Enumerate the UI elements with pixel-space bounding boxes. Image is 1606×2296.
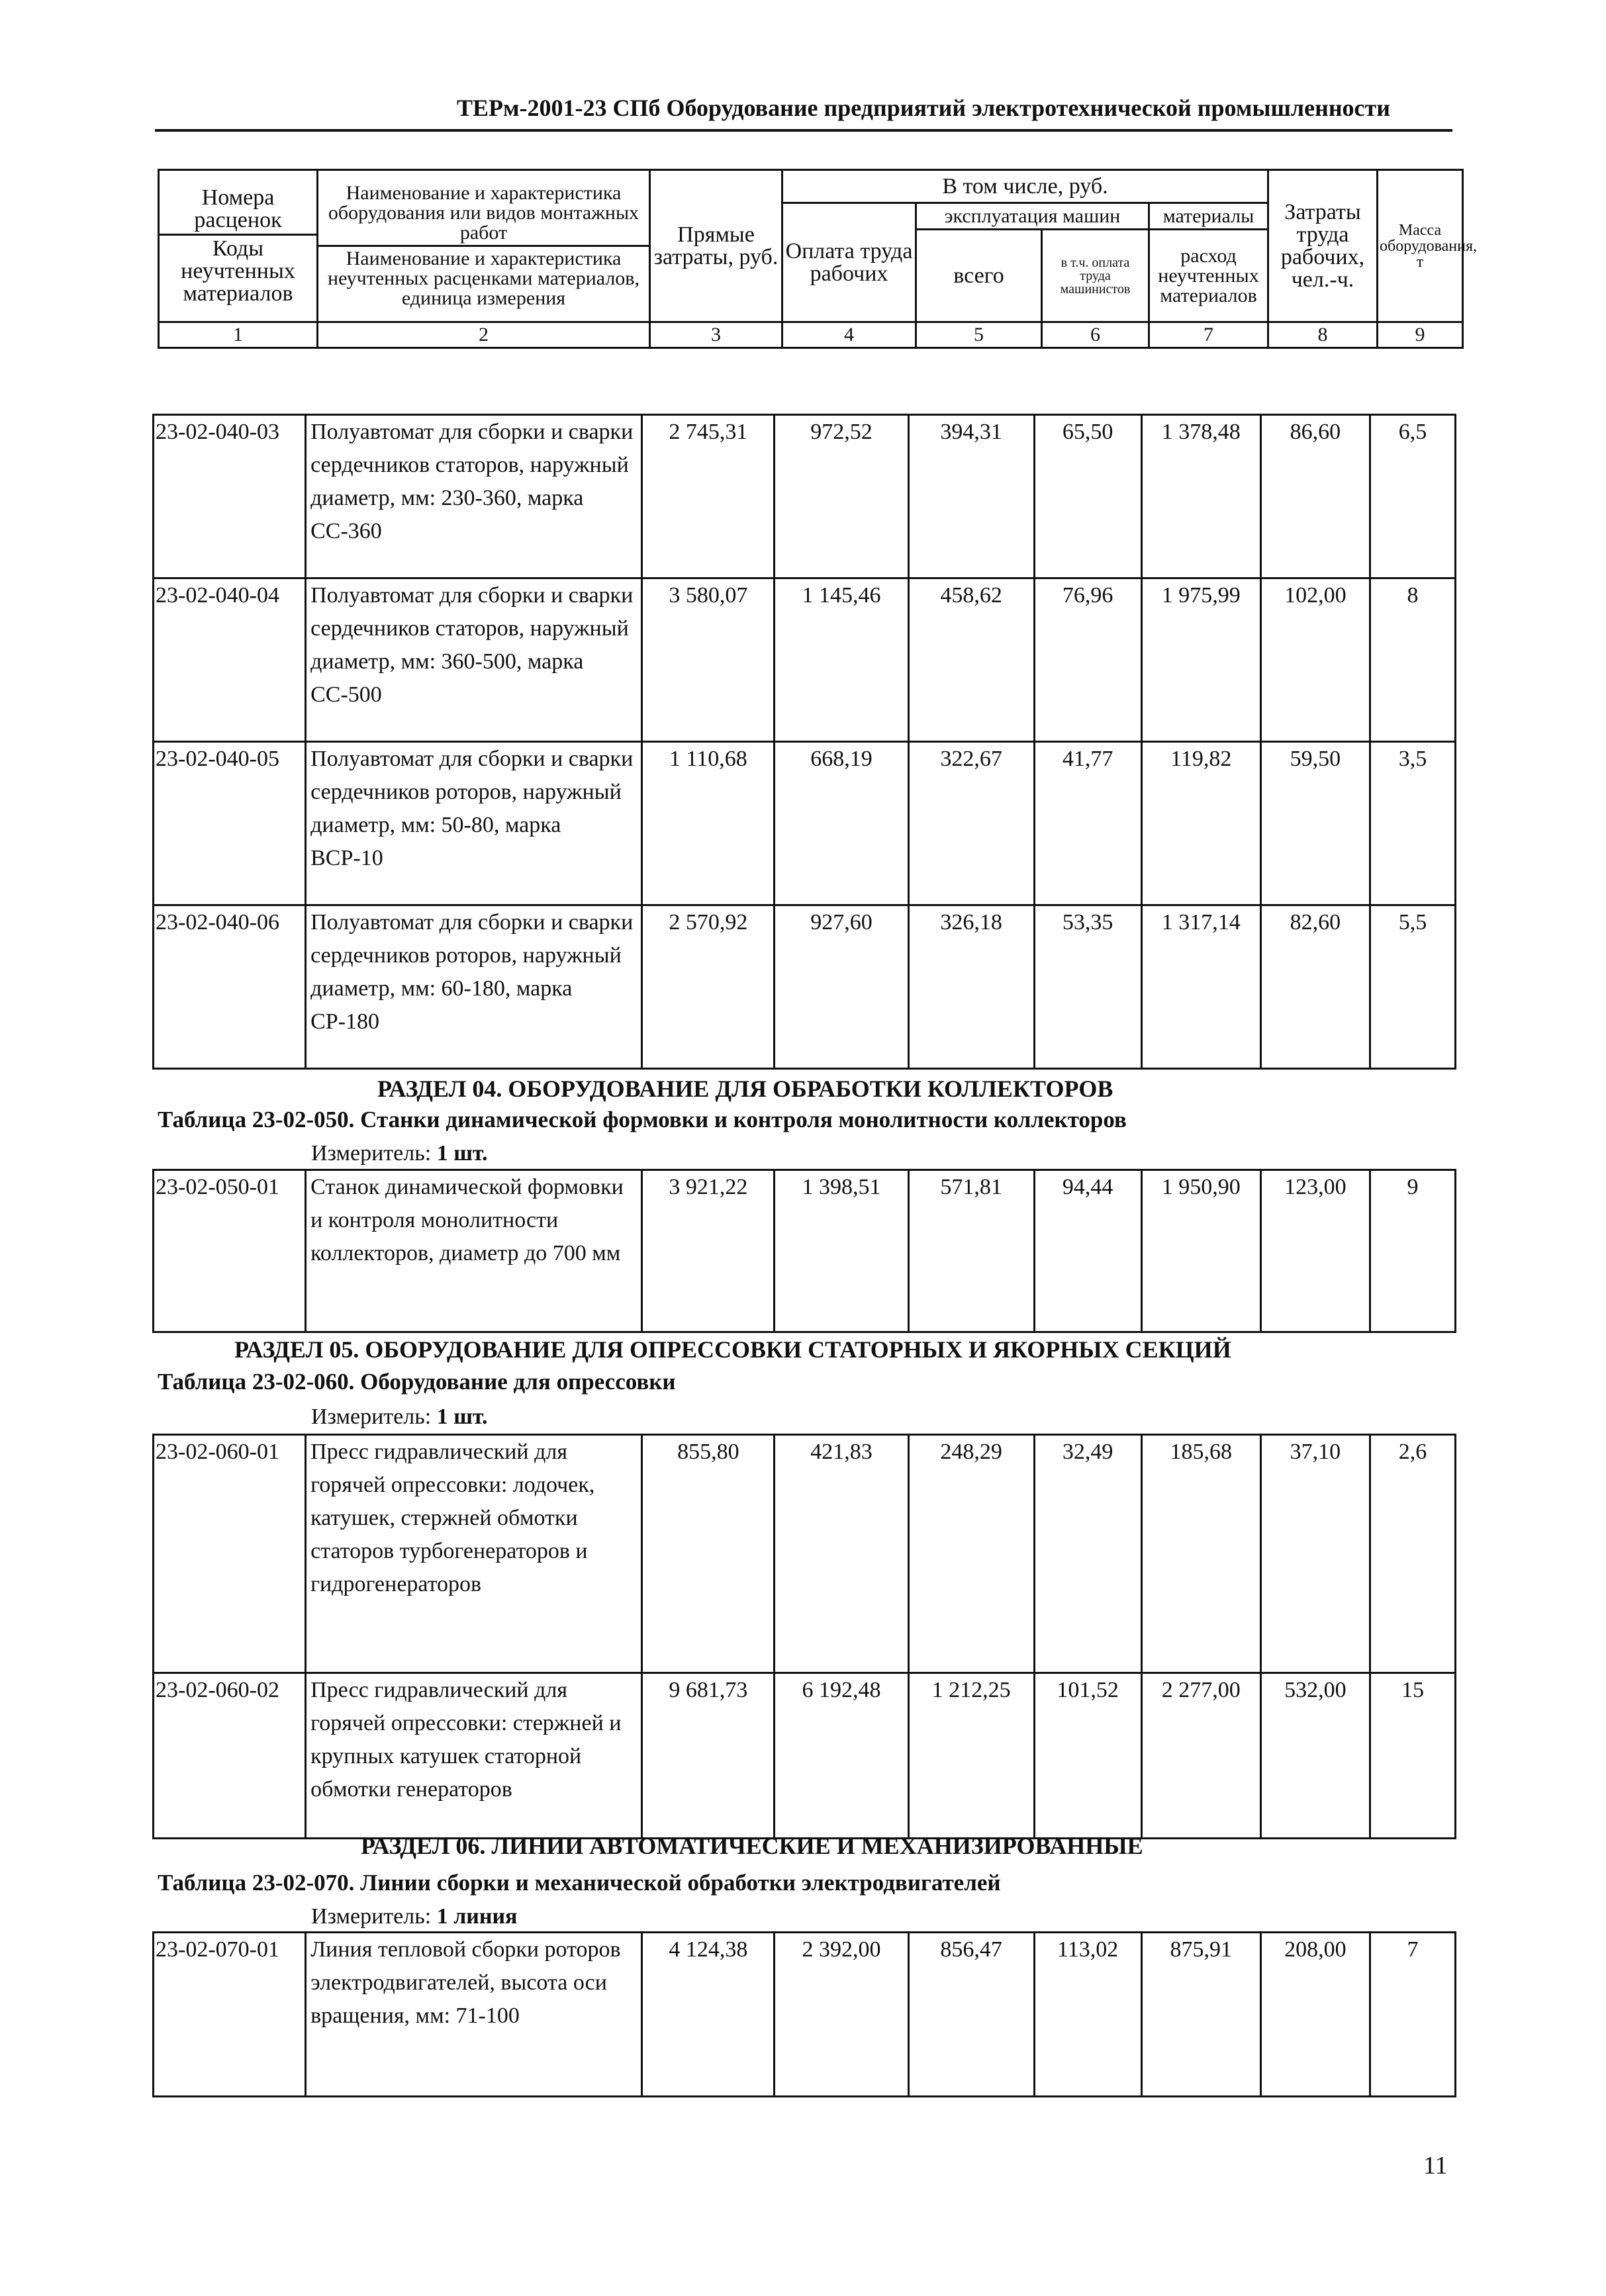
row-labor-hours: 532,00 — [1260, 1673, 1370, 1839]
row-machine-total: 571,81 — [908, 1170, 1034, 1332]
row-name: Полуавтомат для сборки и сварки сердечников статоров, наружный диаметр, мм: 230-360, марка СС-360 — [306, 415, 642, 578]
table-heading: Таблица 23-02-070. Линии сборки и механической обработки электродвигателей — [158, 1870, 1001, 1896]
row-name: Полуавтомат для сборки и сварки сердечников статоров, наружный диаметр, мм: 360-500, марка СС-500 — [306, 578, 642, 742]
col3-header: Прямые затраты, руб. — [650, 170, 782, 322]
col1-top-label: Номера расценок — [194, 185, 282, 232]
row-code: 23-02-040-06 — [154, 905, 306, 1069]
row-direct-cost: 855,80 — [642, 1435, 775, 1673]
row-mass: 8 — [1370, 578, 1455, 742]
unit-label: Измеритель: — [311, 1404, 432, 1429]
row-code: 23-02-070-01 — [154, 1933, 306, 2097]
row-direct-cost: 3 921,22 — [642, 1170, 775, 1332]
row-labor-hours: 86,60 — [1260, 415, 1370, 578]
table-row — [154, 578, 1456, 742]
col2-header — [318, 170, 650, 322]
col2-bottom-label: Наименование и характеристика неучтенных расценками материалов, единица измерения — [328, 248, 639, 309]
page-number: 11 — [1423, 2152, 1448, 2180]
row-mass: 2,6 — [1370, 1435, 1455, 1673]
unit-label: Измеритель: — [311, 1904, 432, 1929]
col-number: 1 — [159, 322, 318, 348]
row-mass: 7 — [1370, 1933, 1455, 2097]
row-code: 23-02-040-04 — [154, 578, 306, 742]
row-code: 23-02-060-02 — [154, 1673, 306, 1839]
row-labor-hours: 123,00 — [1260, 1170, 1370, 1332]
table-row — [154, 415, 1456, 578]
row-name: Пресс гидравлический для горячей опрессовки: стержней и крупных катушек статорной обмотки генераторов — [306, 1673, 642, 1839]
col-number: 4 — [782, 322, 916, 348]
machines-group-header: эксплуатация машин — [916, 203, 1149, 230]
row-code: 23-02-040-03 — [154, 415, 306, 578]
row-labor-hours: 59,50 — [1260, 742, 1370, 905]
col9-header: Масса оборудования, т — [1378, 170, 1463, 322]
row-labor-pay: 668,19 — [775, 742, 908, 905]
row-materials: 185,68 — [1141, 1435, 1260, 1673]
row-labor-pay: 6 192,48 — [775, 1673, 908, 1839]
col2-top-label: Наименование и характеристика оборудования или видов монтажных работ — [328, 182, 639, 244]
group-header: В том числе, руб. — [782, 170, 1268, 203]
row-materials: 119,82 — [1141, 742, 1260, 905]
unit-line — [311, 1904, 517, 1929]
row-machine-labor: 65,50 — [1034, 415, 1141, 578]
row-materials: 1 317,14 — [1141, 905, 1260, 1069]
row-mass: 15 — [1370, 1673, 1455, 1839]
row-code: 23-02-040-05 — [154, 742, 306, 905]
row-machine-total: 322,67 — [908, 742, 1034, 905]
row-direct-cost: 9 681,73 — [642, 1673, 775, 1839]
table-row — [154, 1673, 1456, 1839]
row-code: 23-02-050-01 — [154, 1170, 306, 1332]
col-number: 8 — [1268, 322, 1378, 348]
row-materials: 875,91 — [1141, 1933, 1260, 2097]
col-number: 5 — [916, 322, 1042, 348]
row-name: Станок динамической формовки и контроля монолитности коллекторов, диаметр до 700 мм — [306, 1170, 642, 1332]
table-heading: Таблица 23-02-060. Оборудование для опрессовки — [158, 1369, 676, 1395]
row-machine-total: 394,31 — [908, 415, 1034, 578]
row-labor-hours: 82,60 — [1260, 905, 1370, 1069]
row-labor-pay: 2 392,00 — [775, 1933, 908, 2097]
row-labor-pay: 1 398,51 — [775, 1170, 908, 1332]
table-row — [154, 1435, 1456, 1673]
section-heading: РАЗДЕЛ 06. ЛИНИИ АВТОМАТИЧЕСКИЕ И МЕХАНИЗИРОВАННЫЕ — [361, 1833, 1143, 1859]
col-number: 9 — [1378, 322, 1463, 348]
col4-header: Оплата труда рабочих — [782, 203, 916, 322]
row-labor-pay: 972,52 — [775, 415, 908, 578]
row-machine-total: 856,47 — [908, 1933, 1034, 2097]
row-name: Линия тепловой сборки роторов электродвигателей, высота оси вращения, мм: 71-100 — [306, 1933, 642, 2097]
table-row — [154, 905, 1456, 1069]
row-mass: 3,5 — [1370, 742, 1455, 905]
col6-header: в т.ч. оплата труда машинистов — [1042, 230, 1149, 322]
header-rule — [155, 129, 1452, 132]
row-name: Полуавтомат для сборки и сварки сердечников роторов, наружный диаметр, мм: 60-180, марка СР-180 — [306, 905, 642, 1069]
row-labor-hours: 102,00 — [1260, 578, 1370, 742]
unit-line — [311, 1141, 488, 1166]
row-labor-hours: 37,10 — [1260, 1435, 1370, 1673]
row-machine-labor: 94,44 — [1034, 1170, 1141, 1332]
col-number: 7 — [1149, 322, 1268, 348]
col1-bottom-label: Коды неучтенных материалов — [181, 236, 295, 306]
row-materials: 1 378,48 — [1141, 415, 1260, 578]
running-header: ТЕРм-2001-23 СПб Оборудование предприятий электротехнической промышленности — [457, 95, 1390, 121]
col-number: 6 — [1042, 322, 1149, 348]
unit-line — [311, 1404, 488, 1430]
row-direct-cost: 3 580,07 — [642, 578, 775, 742]
col-number: 2 — [318, 322, 650, 348]
col5-header: всего — [916, 230, 1042, 322]
col7-header: расход неучтенных материалов — [1149, 230, 1268, 322]
materials-group-header: материалы — [1149, 203, 1268, 230]
row-labor-pay: 1 145,46 — [775, 578, 908, 742]
col8-header: Затраты труда рабочих, чел.-ч. — [1268, 170, 1378, 322]
row-direct-cost: 1 110,68 — [642, 742, 775, 905]
row-name: Полуавтомат для сборки и сварки сердечников роторов, наружный диаметр, мм: 50-80, марка ВСР-10 — [306, 742, 642, 905]
row-materials: 1 950,90 — [1141, 1170, 1260, 1332]
row-machine-total: 326,18 — [908, 905, 1034, 1069]
row-machine-labor: 113,02 — [1034, 1933, 1141, 2097]
row-machine-labor: 101,52 — [1034, 1673, 1141, 1839]
row-materials: 1 975,99 — [1141, 578, 1260, 742]
row-direct-cost: 2 745,31 — [642, 415, 775, 578]
row-machine-labor: 76,96 — [1034, 578, 1141, 742]
row-name: Пресс гидравлический для горячей опрессовки: лодочек, катушек, стержней обмотки статоров турбогенераторов и гидрогенераторов — [306, 1435, 642, 1673]
unit-value: 1 шт. — [436, 1404, 488, 1429]
row-machine-labor: 41,77 — [1034, 742, 1141, 905]
data-table-070 — [152, 1931, 1456, 2097]
section-heading: РАЗДЕЛ 05. ОБОРУДОВАНИЕ ДЛЯ ОПРЕССОВКИ СТАТОРНЫХ И ЯКОРНЫХ СЕКЦИЙ — [234, 1336, 1231, 1363]
row-mass: 5,5 — [1370, 905, 1455, 1069]
row-machine-labor: 53,35 — [1034, 905, 1141, 1069]
data-table-060 — [152, 1434, 1456, 1839]
table-row — [154, 1933, 1456, 2097]
row-labor-pay: 927,60 — [775, 905, 908, 1069]
table-row — [154, 742, 1456, 905]
row-labor-hours: 208,00 — [1260, 1933, 1370, 2097]
row-labor-pay: 421,83 — [775, 1435, 908, 1673]
row-machine-total: 1 212,25 — [908, 1673, 1034, 1839]
unit-label: Измеритель: — [311, 1141, 432, 1166]
col1-header — [159, 170, 318, 322]
section-heading: РАЗДЕЛ 04. ОБОРУДОВАНИЕ ДЛЯ ОБРАБОТКИ КОЛЛЕКТОРОВ — [377, 1076, 1113, 1102]
row-materials: 2 277,00 — [1141, 1673, 1260, 1839]
table-row — [154, 1170, 1456, 1332]
row-machine-total: 248,29 — [908, 1435, 1034, 1673]
column-header-table — [158, 169, 1477, 349]
unit-value: 1 линия — [436, 1904, 518, 1929]
row-code: 23-02-060-01 — [154, 1435, 306, 1673]
row-machine-total: 458,62 — [908, 578, 1034, 742]
col-number: 3 — [650, 322, 782, 348]
row-direct-cost: 2 570,92 — [642, 905, 775, 1069]
table-heading: Таблица 23-02-050. Станки динамической формовки и контроля монолитности коллекторов — [158, 1107, 1127, 1132]
row-direct-cost: 4 124,38 — [642, 1933, 775, 2097]
row-mass: 9 — [1370, 1170, 1455, 1332]
row-mass: 6,5 — [1370, 415, 1455, 578]
data-table-050 — [152, 1169, 1456, 1333]
unit-value: 1 шт. — [436, 1141, 488, 1166]
data-table-040 — [152, 414, 1456, 1070]
row-machine-labor: 32,49 — [1034, 1435, 1141, 1673]
